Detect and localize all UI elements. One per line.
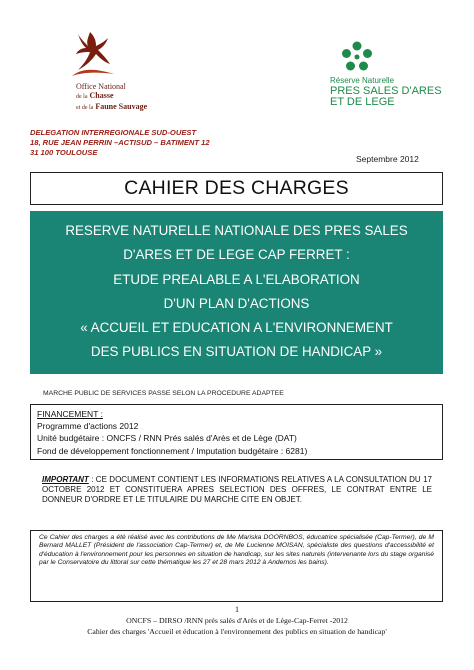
important-notice: [42, 475, 432, 506]
subject-line: ETUDE PREALABLE A L'ELABORATION: [113, 271, 360, 287]
rn-line1: Réserve Naturelle: [330, 76, 395, 85]
rn-line2: PRES SALES D'ARES: [330, 85, 442, 97]
credits-box: Ce Cahier des charges a été réalisé avec les contributions de Me Mariska DOORNBOS, éducatrice spécialisée (Cap-Termer), de M Bernard MALLET (Président de l'association Cap-Termer) et, de Me Lucienne MOISAN, spécialiste des questions d'accessibilité et d'éducation à l'environnement pour les personnes en situation de handicap, sur les sites naturels (intervenante lors du stage organisé par le Conservatoire du littoral sur cette thématique les 27 et 28 mars 2012 à Andernos les bains).: [30, 530, 443, 602]
footer-line1: ONCFS – DIRSO /RNN prés salés d'Arès et de Lège-Cap-Ferret -2012: [126, 616, 348, 625]
financement-title: FINANCEMENT :: [37, 409, 103, 419]
deer-emblem-icon: [68, 28, 118, 80]
subject-line: D'UN PLAN D'ACTIONS: [163, 295, 310, 311]
flower-emblem-icon: [340, 40, 374, 74]
document-title: CAHIER DES CHARGES: [30, 172, 443, 205]
oncfs-logo: [62, 28, 152, 118]
oncfs-line3: Faune Sauvage: [95, 102, 148, 111]
oncfs-line2-small: de la: [76, 94, 88, 100]
subject-line: RESERVE NATURELLE NATIONALE DES PRES SALES: [65, 223, 408, 238]
financement-box: [30, 404, 443, 460]
document-date: Septembre 2012: [356, 154, 419, 164]
delegation-address: [30, 128, 210, 158]
oncfs-line1: Office National: [76, 82, 126, 91]
financement-line: Fond de développement fonctionnement / Imputation budgétaire : 6281): [37, 445, 308, 456]
marche-text: MARCHE PUBLIC DE SERVICES PASSE SELON LA PROCEDURE ADAPTEE: [43, 390, 284, 397]
delegation-line2: 18, RUE JEAN PERRIN –ACTISUD – BATIMENT 12: [30, 138, 210, 147]
subject-line: « ACCUEIL ET EDUCATION A L'ENVIRONNEMENT: [80, 320, 393, 336]
rn-line3: ET DE LEGE: [330, 96, 395, 108]
delegation-line3: 31 100 TOULOUSE: [30, 148, 98, 157]
oncfs-line2: Chasse: [89, 91, 114, 100]
important-label: IMPORTANT: [42, 475, 89, 484]
financement-line: Unité budgétaire : ONCFS / RNN Prés salés d'Arès et de Lège (DAT): [37, 433, 297, 444]
subject-line: D'ARES ET DE LEGE CAP FERRET :: [123, 247, 350, 263]
reserve-naturelle-logo: [330, 40, 460, 115]
oncfs-line3-small: et de la: [76, 105, 94, 111]
financement-line: Programme d'actions 2012: [37, 421, 139, 432]
delegation-line1: DELEGATION INTERREGIONALE SUD-OUEST: [30, 128, 197, 137]
page-number: 1: [235, 605, 239, 614]
important-text: : CE DOCUMENT CONTIENT LES INFORMATIONS RELATIVES A LA CONSULTATION DU 17 OCTOBRE 2012 ET CONSTITUERA APRES SELECTION DES OFFRES, LE CONTRAT ENTRE LE DONNEUR D'ORDRE ET LE TITULAIRE DU MARCHE CITE EN OBJET.: [42, 475, 432, 505]
page-footer: [0, 605, 474, 637]
subject-box: [30, 211, 443, 374]
subject-line: DES PUBLICS EN SITUATION DE HANDICAP »: [90, 344, 383, 360]
footer-line2: Cahier des charges 'Accueil et éducation à l'environnement des publics en situation de handicap': [87, 627, 387, 636]
